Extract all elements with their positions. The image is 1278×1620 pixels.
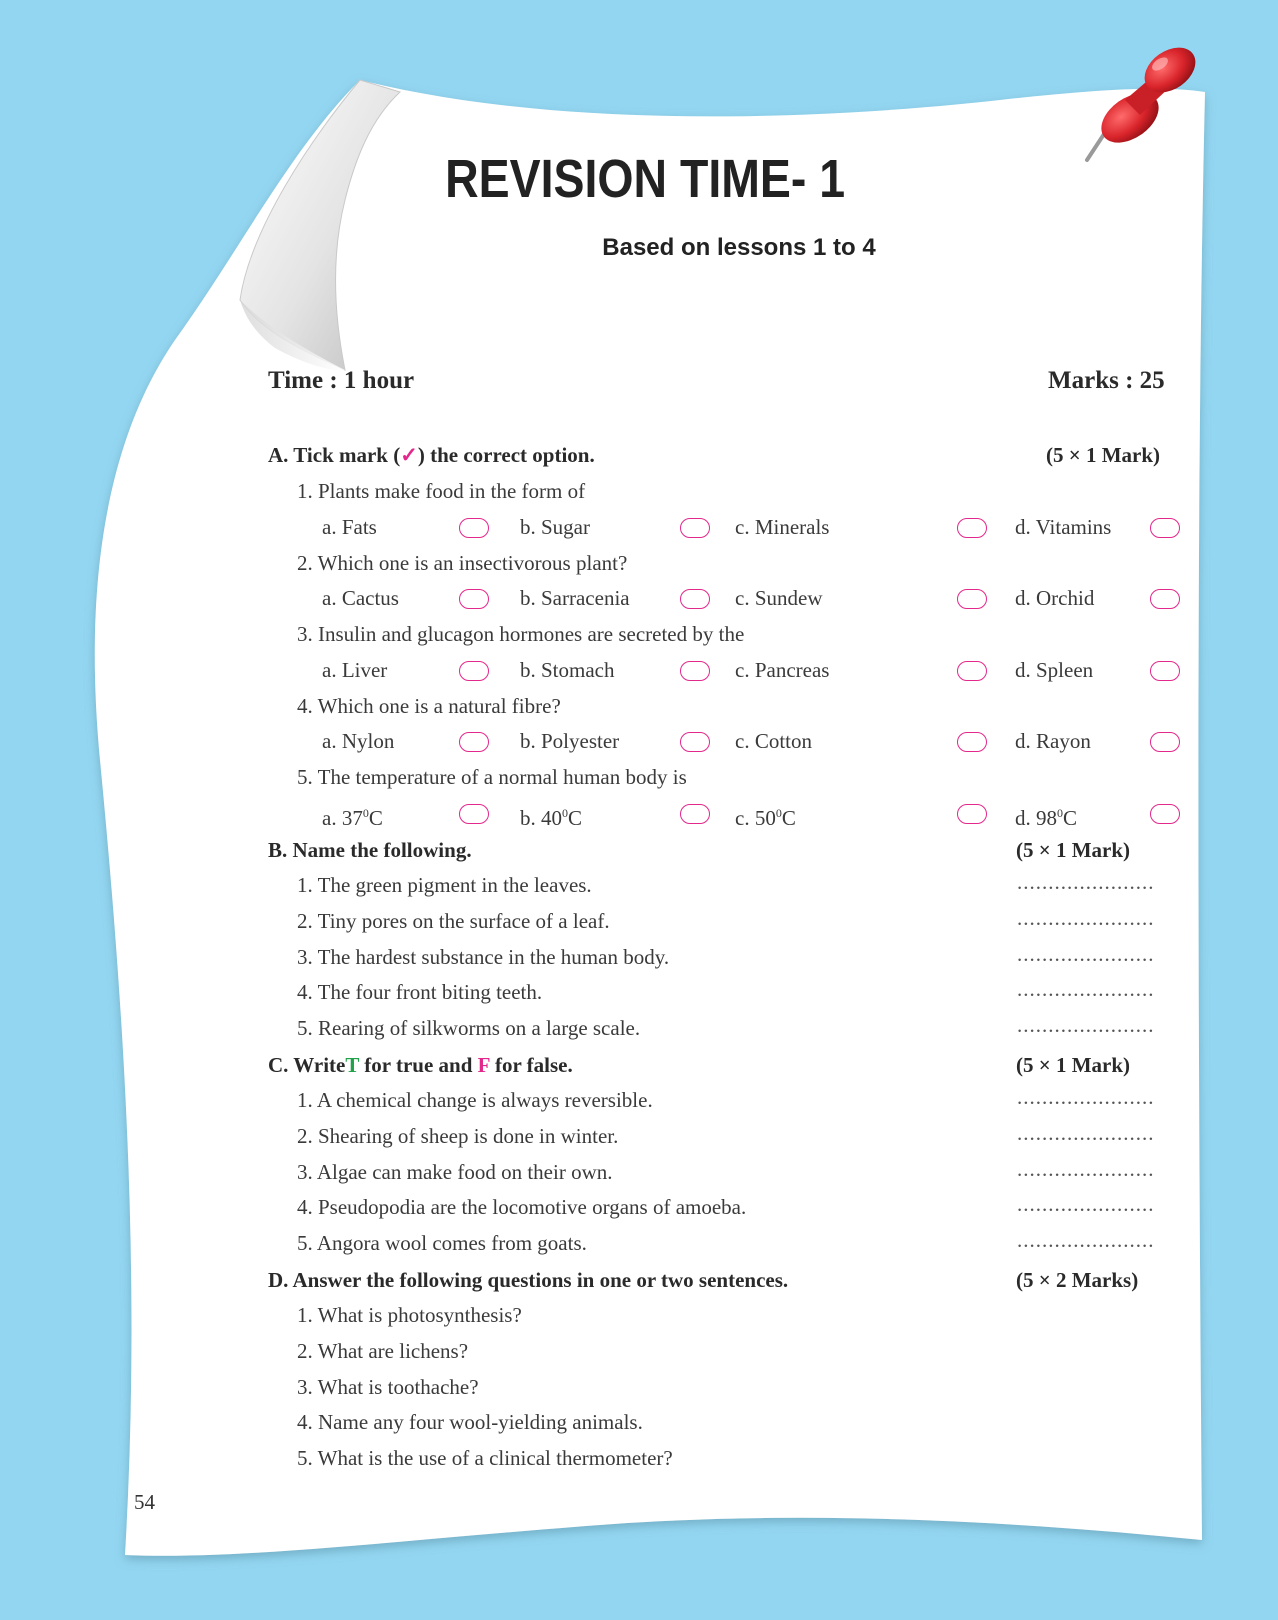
list-item: 5. Rearing of silkworms on a large scale.	[297, 1016, 641, 1041]
answer-circle[interactable]	[957, 518, 987, 538]
option-label: c. Pancreas	[735, 657, 830, 682]
section-c-marks: (5 × 1 Mark)	[1016, 1053, 1131, 1077]
question-text: 1. Plants make food in the form of	[297, 479, 586, 503]
list-item: 1. A chemical change is always reversible.	[297, 1088, 653, 1112]
list-item: 3. Algae can make food on their own.	[297, 1159, 613, 1184]
section-d-heading: D. Answer the following questions in one or two sentences.	[268, 1268, 789, 1292]
answer-circle[interactable]	[957, 732, 987, 752]
page-title: REVISION TIME- 1	[445, 149, 846, 209]
option-label: d. Spleen	[1015, 657, 1094, 682]
time-label: Time : 1 hour	[268, 367, 415, 394]
option-label: c. $50^0C$	[735, 805, 796, 830]
option-label: d. $98^0C$	[1015, 805, 1078, 830]
answer-blank[interactable]: ......................	[1017, 941, 1155, 966]
answer-circle[interactable]	[459, 661, 489, 681]
answer-circle[interactable]	[680, 732, 710, 752]
list-item: 2. Tiny pores on the surface of a leaf.	[297, 908, 610, 933]
check-mark-icon: ✓	[400, 443, 418, 467]
page-subtitle: Based on lessons 1 to 4	[602, 234, 876, 261]
option-label: a. Cactus	[322, 586, 399, 611]
option-label: a. Liver	[322, 657, 388, 682]
answer-circle[interactable]	[459, 518, 489, 538]
answer-blank[interactable]: ......................	[1017, 1085, 1155, 1109]
answer-blank[interactable]: ......................	[1017, 1192, 1155, 1217]
marks-label: Marks : 25	[1048, 367, 1165, 394]
answer-circle[interactable]	[1150, 661, 1180, 681]
answer-circle[interactable]	[459, 589, 489, 609]
option-label: d. Orchid	[1015, 586, 1095, 611]
option-label: b. Stomach	[520, 657, 615, 682]
answer-circle[interactable]	[1150, 804, 1180, 824]
answer-circle[interactable]	[680, 804, 710, 824]
option-label: a. Nylon	[322, 729, 395, 754]
list-item: 1. What is photosynthesis?	[297, 1303, 522, 1327]
answer-blank[interactable]: ......................	[1017, 1228, 1155, 1253]
list-item: 5. What is the use of a clinical thermometer?	[297, 1446, 673, 1471]
answer-circle[interactable]	[459, 732, 489, 752]
list-item: 1. The green pigment in the leaves.	[297, 873, 592, 897]
answer-circle[interactable]	[957, 804, 987, 824]
answer-circle[interactable]	[957, 661, 987, 681]
section-a-marks: (5 × 1 Mark)	[1046, 443, 1161, 467]
answer-circle[interactable]	[680, 589, 710, 609]
question-text: 5. The temperature of a normal human body is	[297, 765, 687, 789]
answer-blank[interactable]: ......................	[1017, 905, 1155, 930]
option-label: b. $40^0C$	[520, 805, 583, 830]
option-label: b. Polyester	[520, 729, 620, 754]
option-label: d. Rayon	[1015, 729, 1091, 754]
answer-circle[interactable]	[1150, 732, 1180, 752]
answer-blank[interactable]: ......................	[1017, 1156, 1155, 1181]
answer-circle[interactable]	[680, 518, 710, 538]
list-item: 3. The hardest substance in the human body.	[297, 944, 670, 969]
section-b-marks: (5 × 1 Mark)	[1016, 838, 1131, 862]
question-text: 2. Which one is an insectivorous plant?	[297, 550, 628, 575]
list-item: 2. What are lichens?	[297, 1338, 469, 1363]
answer-blank[interactable]: ......................	[1017, 1013, 1155, 1038]
answer-blank[interactable]: ......................	[1017, 977, 1155, 1002]
section-d-marks: (5 × 2 Marks)	[1016, 1268, 1139, 1292]
question-text: 3. Insulin and glucagon hormones are secreted by the	[297, 622, 745, 646]
list-item: 4. The four front biting teeth.	[297, 980, 543, 1005]
list-item: 4. Name any four wool-yielding animals.	[297, 1410, 643, 1435]
answer-circle[interactable]	[1150, 518, 1180, 538]
answer-circle[interactable]	[1150, 589, 1180, 609]
answer-blank[interactable]: ......................	[1017, 870, 1155, 894]
section-a-heading: A. Tick mark (✓) the correct option.	[268, 443, 595, 467]
page-number: 54	[134, 1490, 155, 1514]
option-label: c. Sundew	[735, 586, 823, 611]
option-label: b. Sarracenia	[520, 586, 630, 611]
answer-blank[interactable]: ......................	[1017, 1120, 1155, 1145]
option-label: a. Fats	[322, 514, 377, 539]
option-label: c. Cotton	[735, 729, 812, 754]
answer-circle[interactable]	[680, 661, 710, 681]
option-label: d. Vitamins	[1015, 514, 1112, 539]
option-label: b. Sugar	[520, 514, 590, 539]
answer-circle[interactable]	[459, 804, 489, 824]
list-item: 4. Pseudopodia are the locomotive organs of amoeba.	[297, 1195, 747, 1220]
list-item: 5. Angora wool comes from goats.	[297, 1231, 587, 1256]
section-b-heading: B. Name the following.	[268, 838, 472, 862]
list-item: 3. What is toothache?	[297, 1374, 479, 1399]
option-label: a. $37^0C$	[322, 805, 383, 830]
option-label: c. Minerals	[735, 514, 830, 539]
answer-circle[interactable]	[957, 589, 987, 609]
list-item: 2. Shearing of sheep is done in winter.	[297, 1123, 619, 1148]
question-text: 4. Which one is a natural fibre?	[297, 693, 561, 718]
section-c-heading: C. WriteT for true and F for false.	[268, 1053, 573, 1077]
